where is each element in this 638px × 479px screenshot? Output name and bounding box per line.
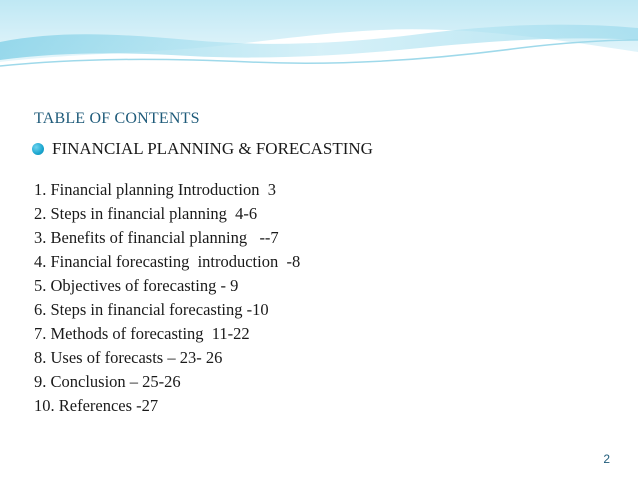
- toc-item: 4. Financial forecasting introduction -8: [34, 252, 301, 271]
- section-title: FINANCIAL PLANNING & FORECASTING: [52, 139, 373, 158]
- round-bullet-icon: [32, 143, 44, 155]
- toc-item: 2. Steps in financial planning 4-6: [34, 204, 258, 223]
- page-number: 2: [603, 452, 610, 466]
- toc-item: 7. Methods of forecasting 11-22: [34, 324, 250, 343]
- section-row: [32, 136, 614, 162]
- slide-heading: TABLE OF CONTENTS: [34, 110, 200, 127]
- toc-item: 6. Steps in financial forecasting -10: [34, 300, 269, 319]
- toc-item: 8. Uses of forecasts – 23- 26: [34, 348, 223, 367]
- toc-item: 1. Financial planning Introduction 3: [34, 180, 276, 199]
- toc-item: 9. Conclusion – 25-26: [34, 372, 181, 391]
- toc-item: 3. Benefits of financial planning --7: [34, 228, 279, 247]
- toc-item: 5. Objectives of forecasting - 9: [34, 276, 239, 295]
- wave-banner: [0, 0, 638, 92]
- toc-list: [34, 178, 614, 418]
- toc-item: 10. References -27: [34, 396, 159, 415]
- content-area: [34, 108, 614, 418]
